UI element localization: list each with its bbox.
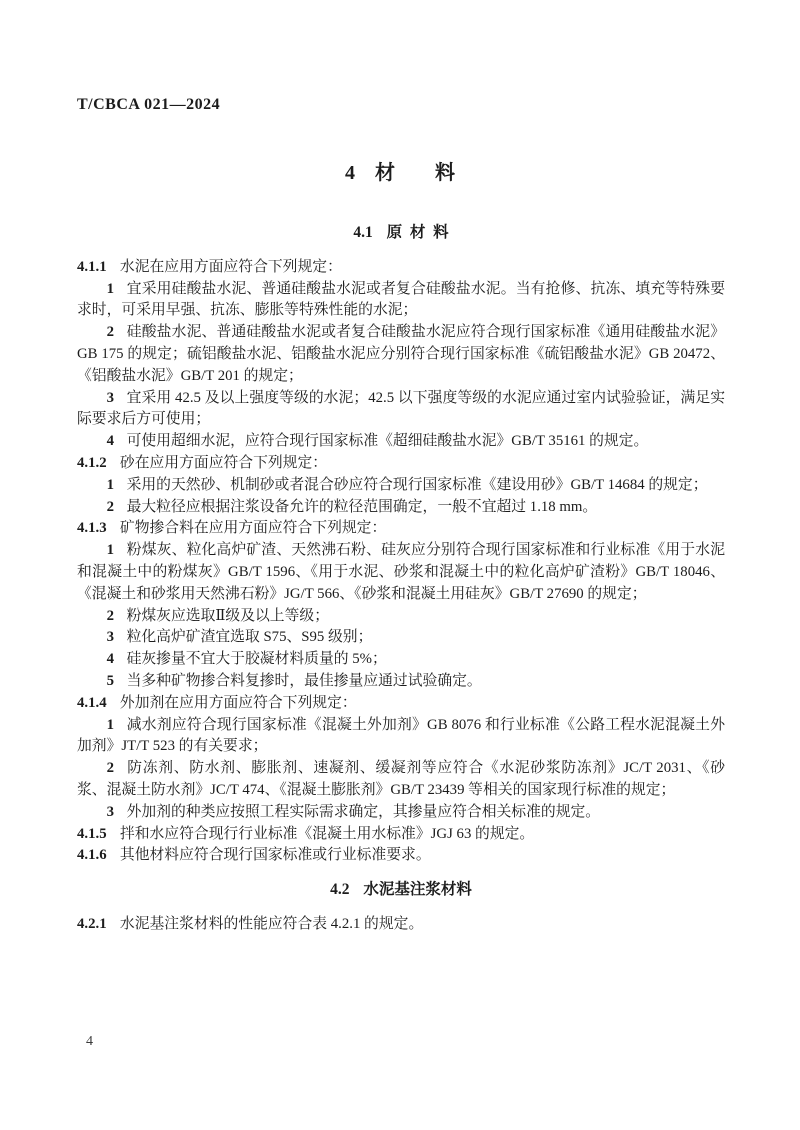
block-text: 原 材 料: [386, 224, 449, 241]
item-paragraph: [77, 540, 725, 605]
block-number: 4.2.1: [77, 915, 107, 932]
chapter-title: [0, 156, 800, 185]
block-text: 粉煤灰应选取Ⅱ级及以上等级；: [126, 607, 329, 624]
block-text: 当多种矿物掺合料复掺时，最佳掺量应通过试验确定。: [126, 672, 482, 689]
chapter-number: 4: [345, 162, 355, 184]
block-text: 水泥基注浆材料: [363, 881, 472, 899]
block-text: 可使用超细水泥，应符合现行国家标准《超细硅酸盐水泥》GB/T 35161 的规定。: [126, 433, 649, 450]
chapter-title-text: 材 料: [375, 162, 455, 184]
block-number: 4.1.2: [77, 454, 107, 471]
block-text: 防冻剂、防水剂、膨胀剂、速凝剂、缓凝剂等应符合《水泥砂浆防冻剂》JC/T 2031、《砂浆、混凝土防水剂》JC/T 474、《混凝土膨胀剂》GB/T 23439 等相关的国家现行标准的规定；: [77, 760, 725, 798]
clause-paragraph: [77, 518, 725, 540]
block-number: 4: [106, 651, 114, 668]
block-text: 硅酸盐水泥、普通硅酸盐水泥或者复合硅酸盐水泥应符合现行国家标准《通用硅酸盐水泥》GB 175 的规定；硫铝酸盐水泥、铝酸盐水泥应分别符合现行国家标准《硫铝酸盐水泥》GB 20472、《铝酸盐水泥》GB/T 201 的规定；: [77, 324, 725, 384]
block-text: 外加剂的种类应按照工程实际需求确定，其掺量应符合相关标准的规定。: [126, 803, 601, 820]
block-text: 其他材料应符合现行国家标准或行业标准要求。: [119, 847, 431, 864]
block-text: 拌和水应符合现行行业标准《混凝土用水标准》JGJ 63 的规定。: [119, 825, 535, 842]
block-number: 5: [106, 672, 114, 689]
item-paragraph: [77, 431, 725, 453]
item-paragraph: [77, 279, 725, 323]
block-number: 4.1.6: [77, 847, 107, 864]
block-number: 4.1.1: [77, 258, 107, 275]
block-text: 宜采用硅酸盐水泥、普通硅酸盐水泥或者复合硅酸盐水泥。当有抢修、抗冻、填充等特殊要求时，可采用早强、抗冻、膨胀等特殊性能的水泥；: [77, 280, 725, 319]
block-number: 4.1: [353, 224, 373, 241]
item-paragraph: [77, 802, 725, 824]
clause-paragraph: [77, 693, 725, 715]
block-number: 4.1.5: [77, 825, 107, 842]
block-number: 4.2: [330, 881, 350, 899]
page-number: 4: [86, 1034, 93, 1049]
block-text: 减水剂应符合现行国家标准《混凝土外加剂》GB 8076 和行业标准《公路工程水泥混凝土外加剂》JT/T 523 的有关要求；: [77, 716, 725, 755]
block-number: 2: [106, 498, 114, 515]
item-paragraph: [77, 715, 725, 759]
block-number: 3: [106, 389, 114, 406]
block-number: 3: [106, 629, 114, 646]
block-number: 1: [106, 280, 114, 297]
block-text: 外加剂在应用方面应符合下列规定：: [119, 694, 357, 711]
block-number: 4.1.4: [77, 694, 107, 711]
clause-paragraph: [77, 824, 725, 846]
block-number: 2: [106, 324, 114, 341]
item-paragraph: [77, 497, 725, 519]
block-number: 2: [106, 607, 114, 624]
block-number: 1: [106, 476, 114, 493]
block-text: 砂在应用方面应符合下列规定：: [119, 454, 328, 471]
block-number: 1: [106, 542, 114, 559]
item-paragraph: [77, 649, 725, 671]
item-paragraph: [77, 475, 725, 497]
item-paragraph: [77, 758, 725, 802]
block-text: 粒化高炉矿渣宜选取 S75、S95 级别；: [126, 629, 373, 646]
item-paragraph: [77, 627, 725, 649]
item-paragraph: [77, 671, 725, 693]
block-number: 4.1.3: [77, 520, 107, 537]
block-text: 最大粒径应根据注浆设备允许的粒径范围确定，一般不宜超过 1.18 mm。: [126, 498, 598, 515]
doc-code-header: T/CBCA 021—2024: [77, 96, 221, 113]
section-heading: [77, 222, 725, 244]
block-number: 4: [106, 433, 114, 450]
block-number: 2: [106, 760, 114, 777]
block-text: 水泥在应用方面应符合下列规定：: [119, 258, 342, 275]
block-number: 3: [106, 803, 114, 820]
item-paragraph: [77, 322, 725, 387]
document-body: [77, 210, 725, 936]
block-text: 矿物掺合料在应用方面应符合下列规定：: [119, 520, 387, 537]
clause-paragraph: [77, 257, 725, 279]
block-number: 1: [106, 716, 114, 733]
item-paragraph: [77, 388, 725, 432]
block-text: 硅灰掺量不宜大于胶凝材料质量的 5%；: [126, 651, 387, 668]
item-paragraph: [77, 606, 725, 628]
block-text: 采用的天然砂、机制砂或者混合砂应符合现行国家标准《建设用砂》GB/T 14684 的规定；: [126, 476, 708, 493]
block-text: 宜采用 42.5 及以上强度等级的水泥；42.5 以下强度等级的水泥应通过室内试验验证，满足实际要求后方可使用；: [77, 389, 725, 428]
block-text: 水泥基注浆材料的性能应符合表 4.2.1 的规定。: [119, 915, 424, 932]
clause-paragraph: [77, 914, 725, 936]
section-heading: [77, 879, 725, 901]
clause-paragraph: [77, 845, 725, 867]
clause-paragraph: [77, 453, 725, 475]
block-text: 粉煤灰、粒化高炉矿渣、天然沸石粉、硅灰应分别符合现行国家标准和行业标准《用于水泥和混凝土中的粉煤灰》GB/T 1596、《用于水泥、砂浆和混凝土中的粒化高炉矿渣粉》GB/T 18046、《混凝土和砂浆用天然沸石粉》JG/T 566、《砂浆和混凝土用硅灰》GB/T 27690 的规定；: [77, 542, 725, 602]
